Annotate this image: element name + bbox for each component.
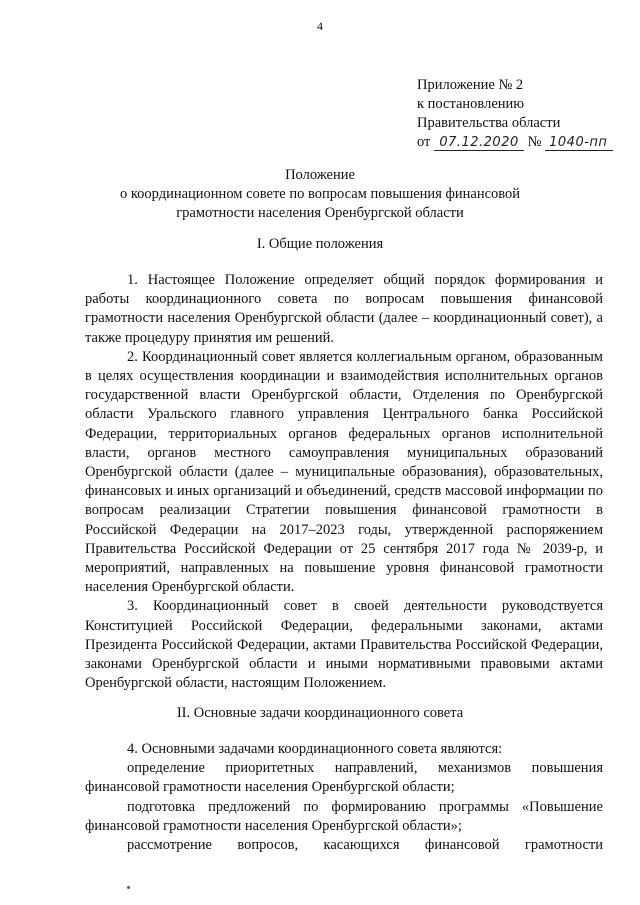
- scan-speck: [127, 886, 130, 889]
- attachment-date-number: [417, 133, 627, 152]
- page-number: 4: [317, 19, 323, 33]
- document-title: [0, 166, 640, 223]
- title-line-2: о координационном совете по вопросам повышения финансовой: [119, 186, 521, 202]
- date-prefix: от: [417, 134, 431, 150]
- handwritten-date: 07.12.2020: [434, 136, 524, 151]
- section-2-heading: II. Основные задачи координационного совета: [176, 705, 464, 721]
- attachment-authority: Правительства области: [417, 115, 561, 131]
- paragraph-1: 1. Настоящее Положение определяет общий порядок формирования и работы координационного совета по вопросам повышения финансовой грамотности населения Оренбургской области (далее – координационный совет), а также процедуру принятия им решений.: [85, 272, 603, 346]
- task-item: определение приоритетных направлений, механизмов повышения финансовой грамотности населения Оренбургской области;: [85, 760, 603, 796]
- paragraph-3: 3. Координационный совет в своей деятельности руководствуется Конституцией Российской Федерации, федеральными законами, актами Президента Российской Федерации, актами Правительства Российской Федерации, законами Оренбургской области и иными нормативными правовыми актами Оренбургской области, настоящим Положением.: [85, 598, 603, 692]
- attachment-title: Приложение № 2: [417, 77, 524, 93]
- attachment-reference: к постановлению: [417, 96, 525, 112]
- section-1-body: [85, 271, 603, 693]
- paragraph-2: 2. Координационный совет является коллегиальным органом, образованным в целях осуществления координации и взаимодействия исполнительных органов государственной власти Оренбургской области, Отделения по Оренбургской области Уральского главного управления Центрального банка Российской Федерации, территориальных органов федеральных органов исполнительной власти, органов местного самоуправления муниципальных образований Оренбургской области (далее – муниципальные образования), образовательных, финансовых и иных организаций и объединений, средств массовой информации по вопросам реализации Стратегии повышения финансовой грамотности в Российской Федерации на 2017–2023 годы, утвержденной распоряжением Правительства Российской Федерации от 25 сентября 2017 года № 2039-р, и мероприятий, направленных на повышение уровня финансовой грамотности населения Оренбургской области.: [85, 348, 603, 596]
- paragraph-4: 4. Основными задачами координационного совета являются:: [127, 741, 503, 757]
- task-item: подготовка предложений по формированию программы «Повышение финансовой грамотности населения Оренбургской области»;: [85, 798, 603, 834]
- section-2-body: [85, 740, 603, 855]
- handwritten-number: 1040-пп: [545, 136, 613, 151]
- number-prefix: №: [527, 134, 542, 150]
- section-1-heading: I. Общие положения: [256, 236, 384, 252]
- title-line-1: Положение: [285, 167, 355, 183]
- task-item: рассмотрение вопросов, касающихся финансовой грамотности: [127, 837, 603, 854]
- title-line-3: грамотности населения Оренбургской области: [176, 205, 464, 221]
- attachment-block: [417, 76, 627, 152]
